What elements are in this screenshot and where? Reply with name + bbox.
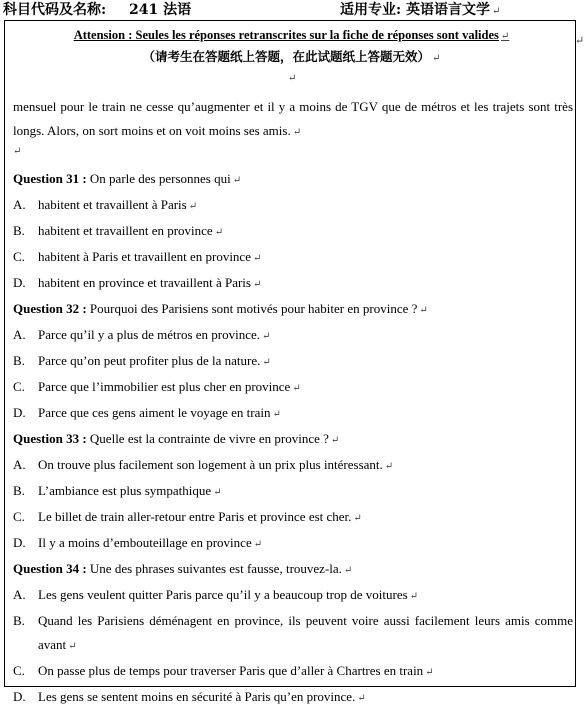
option-row (13, 453, 573, 479)
option-text: habitent en province et travaillent à Paris (38, 275, 251, 290)
option-row (13, 375, 573, 401)
option-row (13, 401, 573, 427)
option-text: Parce qu’il y a plus de métros en province. (38, 327, 261, 342)
option-letter: A. (13, 457, 26, 472)
passage-text: mensuel pour le train ne cesse qu’augmenter et il y a moins de TGV que de métros et les trajets sont très longs. Alors, on sort moins et on voit moins ses amis. (13, 99, 573, 138)
paragraph-mark-icon: ↵ (13, 146, 22, 157)
question-text: On parle des personnes qui (89, 171, 231, 186)
passage-paragraph (13, 95, 573, 145)
subject-label: 科目代码及名称: (3, 2, 107, 18)
option-row (13, 219, 573, 245)
option-letter: A. (13, 587, 26, 602)
option-text: On trouve plus facilement son logement à un prix plus intéressant. (38, 457, 383, 472)
paragraph-mark-icon: ↵ (330, 435, 340, 446)
attention-text: Attension : Seules les réponses retranscrites sur la fiche de réponses sont valides (73, 28, 499, 42)
option-text: habitent à Paris et travaillent en province (38, 249, 251, 264)
major-name: 英语语言文学 (406, 2, 491, 18)
option-text: Il y a moins d’embouteillage en province (38, 535, 252, 550)
option-text: Les gens se sentent moins en sécurité à Paris qu’en province. (38, 689, 356, 704)
paragraph-mark-icon: ↵ (262, 357, 271, 368)
option-text: Parce que l’immobilier est plus cher en province (38, 379, 291, 394)
paragraph-mark-icon: ↵ (492, 6, 501, 17)
paragraph-mark-icon: ↵ (232, 175, 242, 186)
option-row (13, 245, 573, 271)
option-text: Parce que ces gens aiment le voyage en train (38, 405, 271, 420)
attention-line (0, 28, 583, 43)
paragraph-mark-icon: ↵ (292, 383, 301, 394)
paragraph-mark-icon: ↵ (188, 201, 198, 212)
paragraph-mark-icon: ↵ (357, 693, 366, 704)
paragraph-mark-icon: ↵ (419, 305, 428, 316)
option-letter: D. (13, 275, 26, 290)
question-line (13, 557, 573, 583)
paragraph-mark-icon: ↵ (252, 253, 262, 264)
question-text: Une des phrases suivantes est fausse, trouvez-la. (89, 561, 342, 576)
question-line (13, 167, 573, 193)
question-line (13, 427, 573, 453)
option-letter: D. (13, 405, 26, 420)
paragraph-mark-icon: ↵ (272, 409, 281, 420)
paragraph-mark-icon: ↵ (575, 35, 584, 47)
option-text: Les gens veulent quitter Paris parce qu’il y a beaucoup trop de voitures (38, 587, 408, 602)
question-label: Question 31 : (13, 171, 87, 186)
option-row (13, 505, 573, 531)
option-row (13, 323, 573, 349)
paragraph-mark-icon: ↵ (409, 591, 419, 602)
option-row (13, 685, 573, 711)
option-letter: C. (13, 249, 25, 264)
page-header (0, 0, 583, 20)
option-text: On passe plus de temps pour traverser Paris que d’aller à Chartres en train (38, 663, 424, 678)
option-letter: B. (13, 223, 25, 238)
option-row (13, 609, 573, 659)
question-label: Question 34 : (13, 561, 87, 576)
paragraph-mark-icon: ↵ (384, 461, 394, 472)
question-text: Quelle est la contrainte de vivre en province ? (89, 431, 329, 446)
option-letter: B. (13, 483, 25, 498)
option-letter: C. (13, 379, 25, 394)
answer-sheet-note (0, 47, 583, 65)
option-letter: A. (13, 327, 26, 342)
question-line (13, 297, 573, 323)
subject-info (3, 0, 191, 20)
option-text: L’ambiance est plus sympathique (38, 483, 212, 498)
option-row (13, 349, 573, 375)
option-letter: B. (13, 353, 25, 368)
option-text: Parce qu’on peut profiter plus de la nature. (38, 353, 261, 368)
paragraph-mark-icon: ↵ (500, 31, 510, 42)
option-row (13, 659, 573, 685)
option-row (13, 531, 573, 557)
option-letter: D. (13, 535, 26, 550)
paragraph-mark-icon: ↵ (432, 53, 441, 64)
paragraph-mark-icon: ↵ (353, 513, 362, 524)
option-text: Quand les Parisiens déménagent en province, ils peuvent voire aussi facilement leurs amis comme avant (38, 613, 573, 652)
paragraph-mark-icon: ↵ (343, 565, 353, 576)
subject-code: 241 法语 (129, 2, 192, 18)
option-row (13, 479, 573, 505)
paragraph-mark-icon: ↵ (252, 279, 262, 290)
question-text: Pourquoi des Parisiens sont motivés pour habiter en province ? (89, 301, 418, 316)
paragraph-mark-icon: ↵ (253, 539, 263, 550)
paragraph-mark-icon: ↵ (213, 487, 222, 498)
option-row (13, 583, 573, 609)
option-text: habitent et travaillent à Paris (38, 197, 187, 212)
major-info (340, 0, 500, 22)
option-row (13, 271, 573, 297)
option-text: Le billet de train aller-retour entre Paris et province est cher. (38, 509, 352, 524)
question-label: Question 33 : (13, 431, 87, 446)
paragraph-mark-icon: ↵ (214, 227, 224, 238)
option-text: habitent et travaillent en province (38, 223, 213, 238)
option-letter: C. (13, 509, 25, 524)
question-block (13, 167, 573, 711)
paragraph-mark-icon: ↵ (288, 73, 297, 84)
option-letter: B. (13, 613, 25, 628)
paragraph-mark-icon: ↵ (292, 127, 302, 138)
option-letter: C. (13, 663, 25, 678)
option-letter: A. (13, 197, 26, 212)
note-text: （请考生在答题纸上答题，在此试题纸上答题无效） (142, 49, 431, 64)
major-label: 适用专业: (340, 2, 402, 18)
paragraph-mark-icon: ↵ (425, 667, 434, 678)
question-label: Question 32 : (13, 301, 87, 316)
paragraph-mark-icon: ↵ (68, 641, 77, 652)
paragraph-mark-icon: ↵ (262, 331, 271, 342)
option-row (13, 193, 573, 219)
option-letter: D. (13, 689, 26, 704)
